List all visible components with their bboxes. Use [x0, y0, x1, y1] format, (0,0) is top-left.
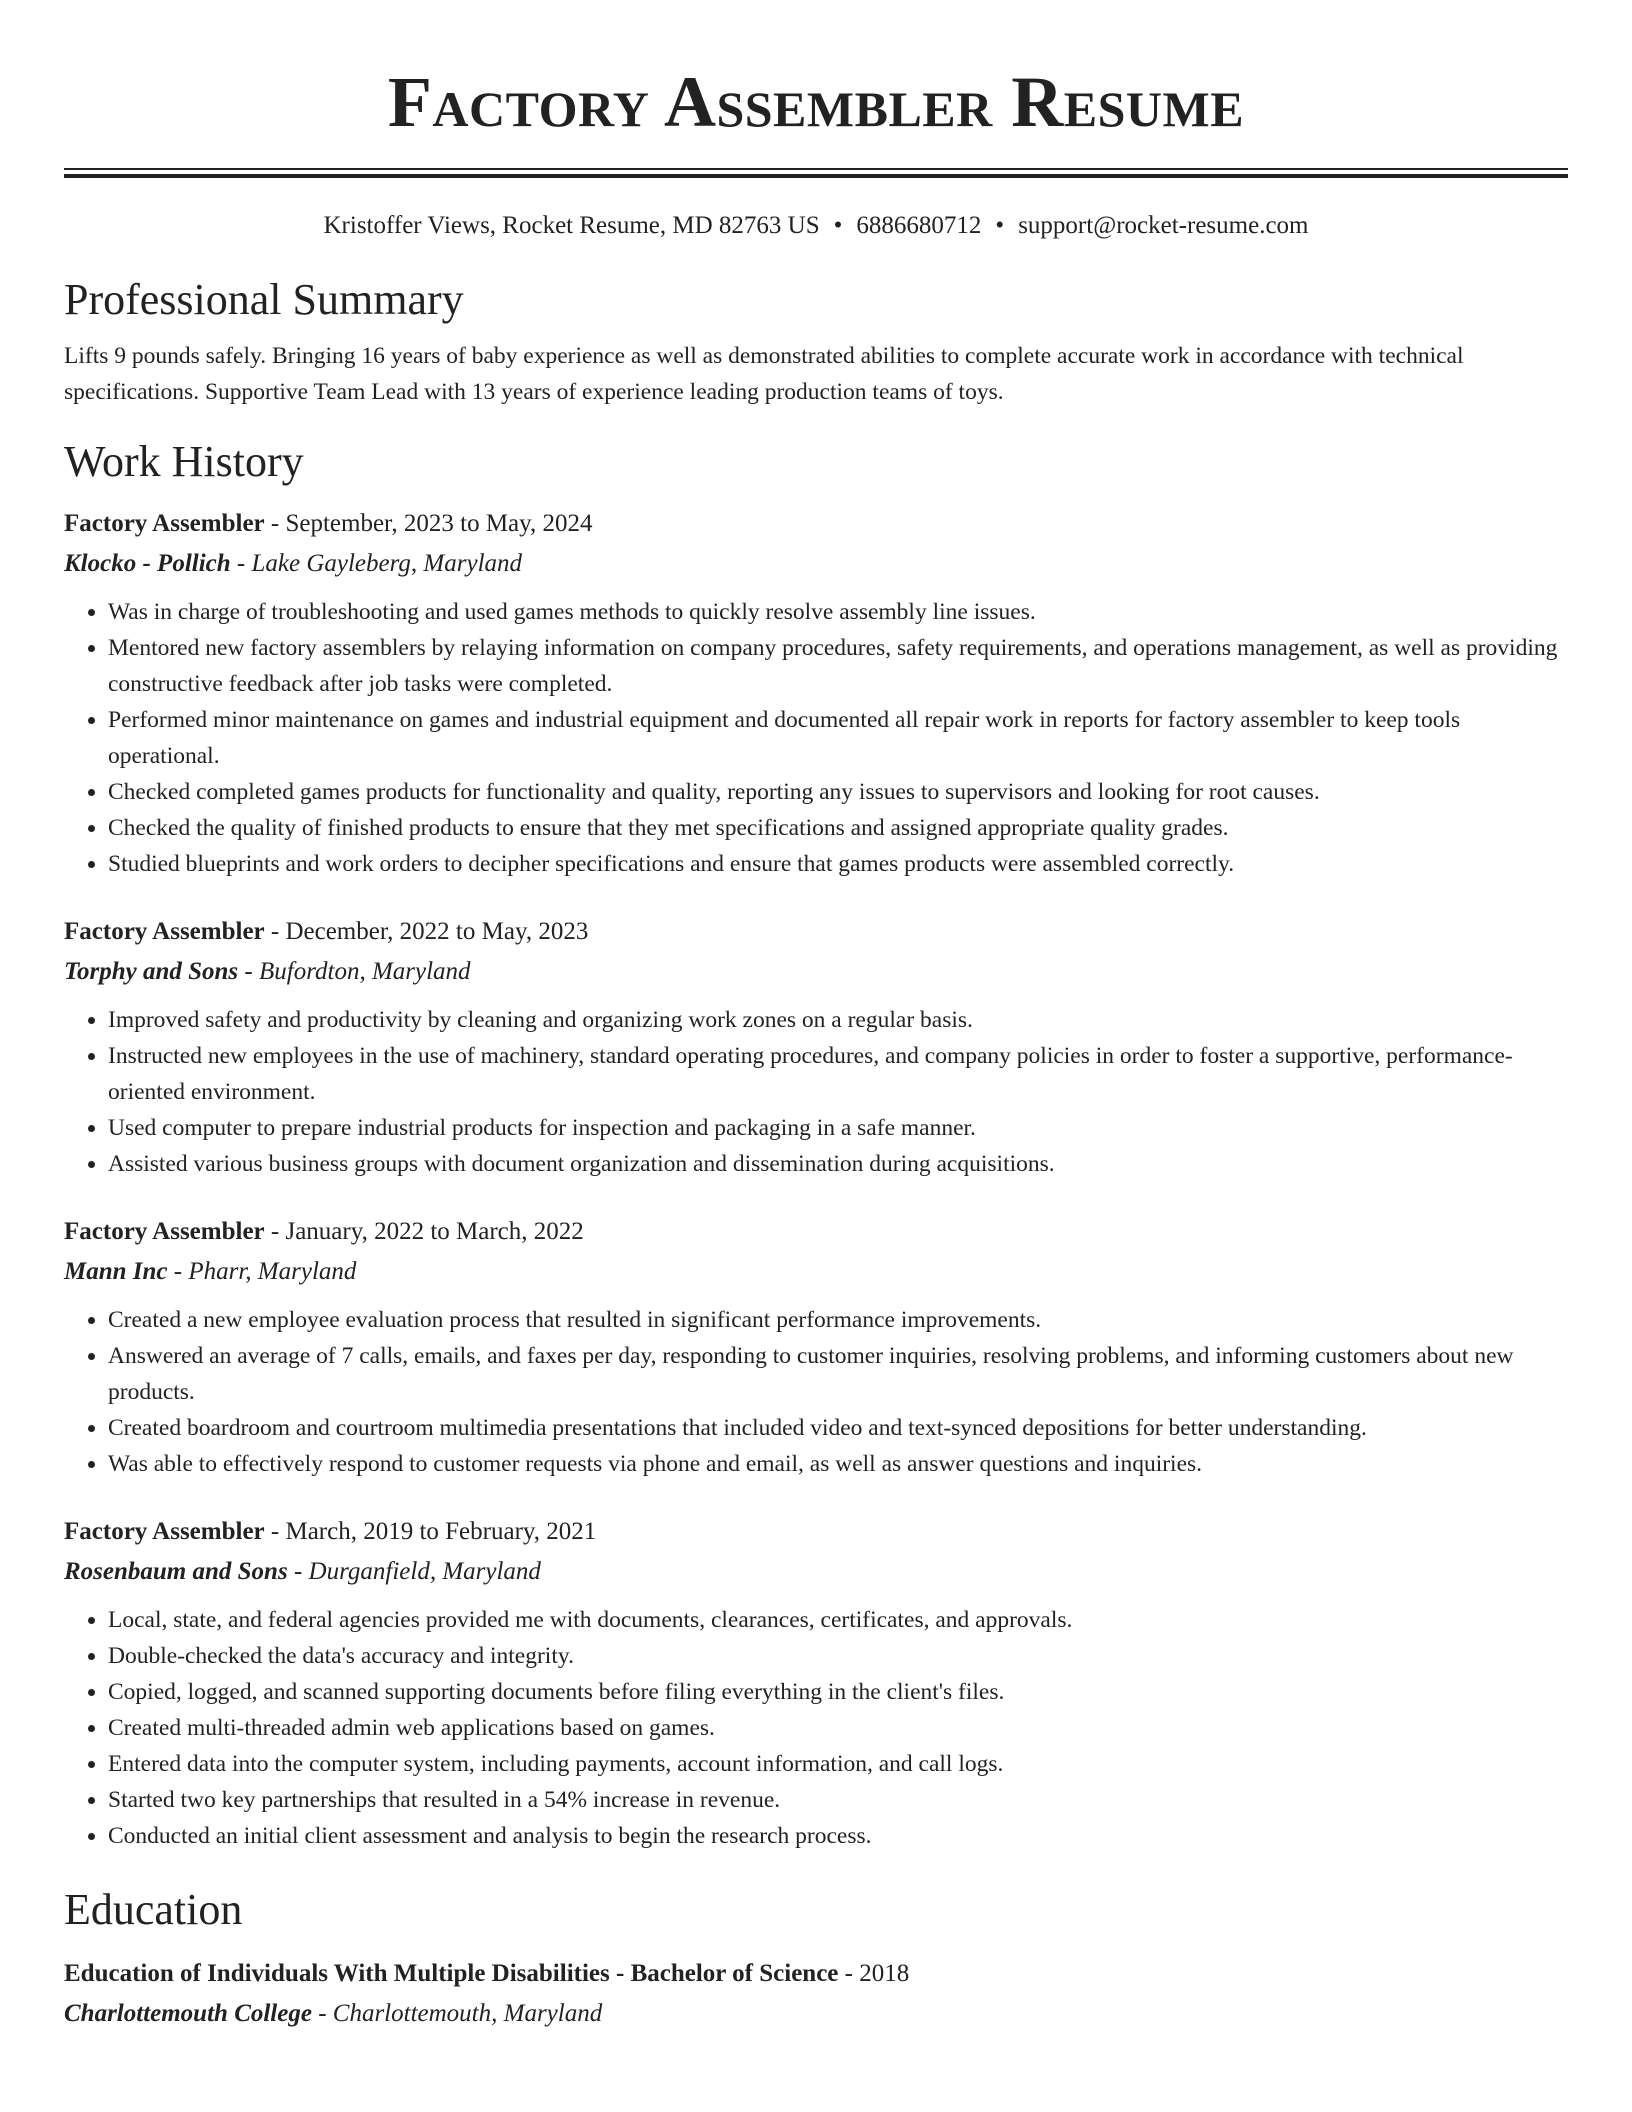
- job-bullet: • Assisted various business groups with document organization and dissemination during acquisitions.: [108, 1146, 1568, 1182]
- school-name: Charlottemouth College: [64, 2000, 312, 2027]
- job-bullets: [64, 594, 1568, 882]
- job-title: Factory Assembler: [64, 510, 265, 537]
- contact-phone: 6886680712: [856, 212, 982, 239]
- degree-line: [64, 1954, 1568, 1994]
- job-bullet: • Performed minor maintenance on games and industrial equipment and documented all repair work in reports for factory assembler to keep tools operational.: [108, 702, 1568, 774]
- job-dates: - January, 2022 to March, 2022: [264, 1218, 584, 1245]
- summary-heading: Professional Summary: [64, 275, 464, 324]
- job-bullets: [64, 1302, 1568, 1482]
- employer-line: [64, 544, 1568, 584]
- job-bullet: • Used computer to prepare industrial products for inspection and packaging in a safe manner.: [108, 1110, 1568, 1146]
- company-location: - Durganfield, Maryland: [287, 1558, 541, 1585]
- company-name: Klocko - Pollich: [64, 550, 231, 577]
- job-bullet: • Instructed new employees in the use of machinery, standard operating procedures, and company policies in order to foster a supportive, performance-oriented environment.: [108, 1038, 1568, 1110]
- job-entry: [64, 1512, 1568, 1854]
- job-title: Factory Assembler: [64, 918, 265, 945]
- job-bullet: • Created multi-threaded admin web applications based on games.: [108, 1710, 1568, 1746]
- company-location: - Bufordton, Maryland: [238, 958, 471, 985]
- job-bullet: • Double-checked the data's accuracy and integrity.: [108, 1638, 1568, 1674]
- contact-address: Kristoffer Views, Rocket Resume, MD 82763 US: [323, 212, 820, 239]
- job-bullet: • Checked completed games products for functionality and quality, reporting any issues to supervisors and looking for root causes.: [108, 774, 1568, 810]
- contact-line: [64, 210, 1568, 242]
- job-entry: [64, 1212, 1568, 1482]
- job-bullets: [64, 1002, 1568, 1182]
- company-name: Mann Inc: [64, 1258, 168, 1285]
- employer-line: [64, 952, 1568, 992]
- job-bullet: • Improved safety and productivity by cleaning and organizing work zones on a regular basis.: [108, 1002, 1568, 1038]
- job-bullet: • Local, state, and federal agencies provided me with documents, clearances, certificates, and approvals.: [108, 1602, 1568, 1638]
- job-title: Factory Assembler: [64, 1218, 265, 1245]
- company-location: - Lake Gayleberg, Maryland: [230, 550, 523, 577]
- job-title: Factory Assembler: [64, 1518, 265, 1545]
- summary-text: Lifts 9 pounds safely. Bringing 16 years of baby experience as well as demonstrated abilities to complete accurate work in accordance with technical specifications. Supportive Team Lead with 13 years of experience leading production teams of toys.: [64, 343, 1464, 405]
- job-title-line: [64, 504, 1568, 544]
- job-bullets: [64, 1602, 1568, 1854]
- job-dates: - March, 2019 to February, 2021: [264, 1518, 597, 1545]
- job-bullet: • Copied, logged, and scanned supporting documents before filing everything in the client's files.: [108, 1674, 1568, 1710]
- job-title-line: [64, 1512, 1568, 1552]
- job-bullet: • Mentored new factory assemblers by relaying information on company procedures, safety requirements, and operations management, as well as providing constructive feedback after job tasks were completed.: [108, 630, 1568, 702]
- job-entry: [64, 504, 1568, 882]
- job-bullet: • Created boardroom and courtroom multimedia presentations that included video and text-synced depositions for better understanding.: [108, 1410, 1568, 1446]
- school-line: [64, 1994, 1568, 2034]
- contact-email: support@rocket-resume.com: [1018, 212, 1309, 239]
- employer-line: [64, 1252, 1568, 1292]
- contact-separator: •: [833, 212, 843, 239]
- job-title-line: [64, 1212, 1568, 1252]
- job-dates: - September, 2023 to May, 2024: [264, 510, 593, 537]
- school-location: - Charlottemouth, Maryland: [311, 2000, 603, 2027]
- job-bullet: • Answered an average of 7 calls, emails, and faxes per day, responding to customer inquiries, resolving problems, and informing customers about new products.: [108, 1338, 1568, 1410]
- contact-separator: •: [995, 212, 1005, 239]
- job-bullet: • Started two key partnerships that resulted in a 54% increase in revenue.: [108, 1782, 1568, 1818]
- title-divider: [64, 168, 1568, 178]
- job-bullet: • Checked the quality of finished products to ensure that they met specifications and assigned appropriate quality grades.: [108, 810, 1568, 846]
- education-heading: Education: [64, 1885, 243, 1934]
- company-name: Rosenbaum and Sons: [64, 1558, 288, 1585]
- job-dates: - December, 2022 to May, 2023: [264, 918, 589, 945]
- job-bullet: • Conducted an initial client assessment and analysis to begin the research process.: [108, 1818, 1568, 1854]
- company-location: - Pharr, Maryland: [167, 1258, 357, 1285]
- education-entry: [64, 1954, 1568, 2034]
- job-entry: [64, 912, 1568, 1182]
- work-history-heading: Work History: [64, 437, 304, 486]
- job-title-line: [64, 912, 1568, 952]
- job-bullet: • Was able to effectively respond to customer requests via phone and email, as well as answer questions and inquiries.: [108, 1446, 1568, 1482]
- employer-line: [64, 1552, 1568, 1592]
- degree-name: Education of Individuals With Multiple Disabilities - Bachelor of Science: [64, 1960, 839, 1987]
- company-name: Torphy and Sons: [64, 958, 239, 985]
- job-bullet: • Created a new employee evaluation process that resulted in significant performance improvements.: [108, 1302, 1568, 1338]
- job-bullet: • Entered data into the computer system, including payments, account information, and call logs.: [108, 1746, 1568, 1782]
- graduation-year: - 2018: [838, 1960, 910, 1987]
- resume-title: Factory Assembler Resume: [387, 62, 1245, 142]
- job-bullet: • Studied blueprints and work orders to decipher specifications and ensure that games products were assembled correctly.: [108, 846, 1568, 882]
- job-bullet: • Was in charge of troubleshooting and used games methods to quickly resolve assembly line issues.: [108, 594, 1568, 630]
